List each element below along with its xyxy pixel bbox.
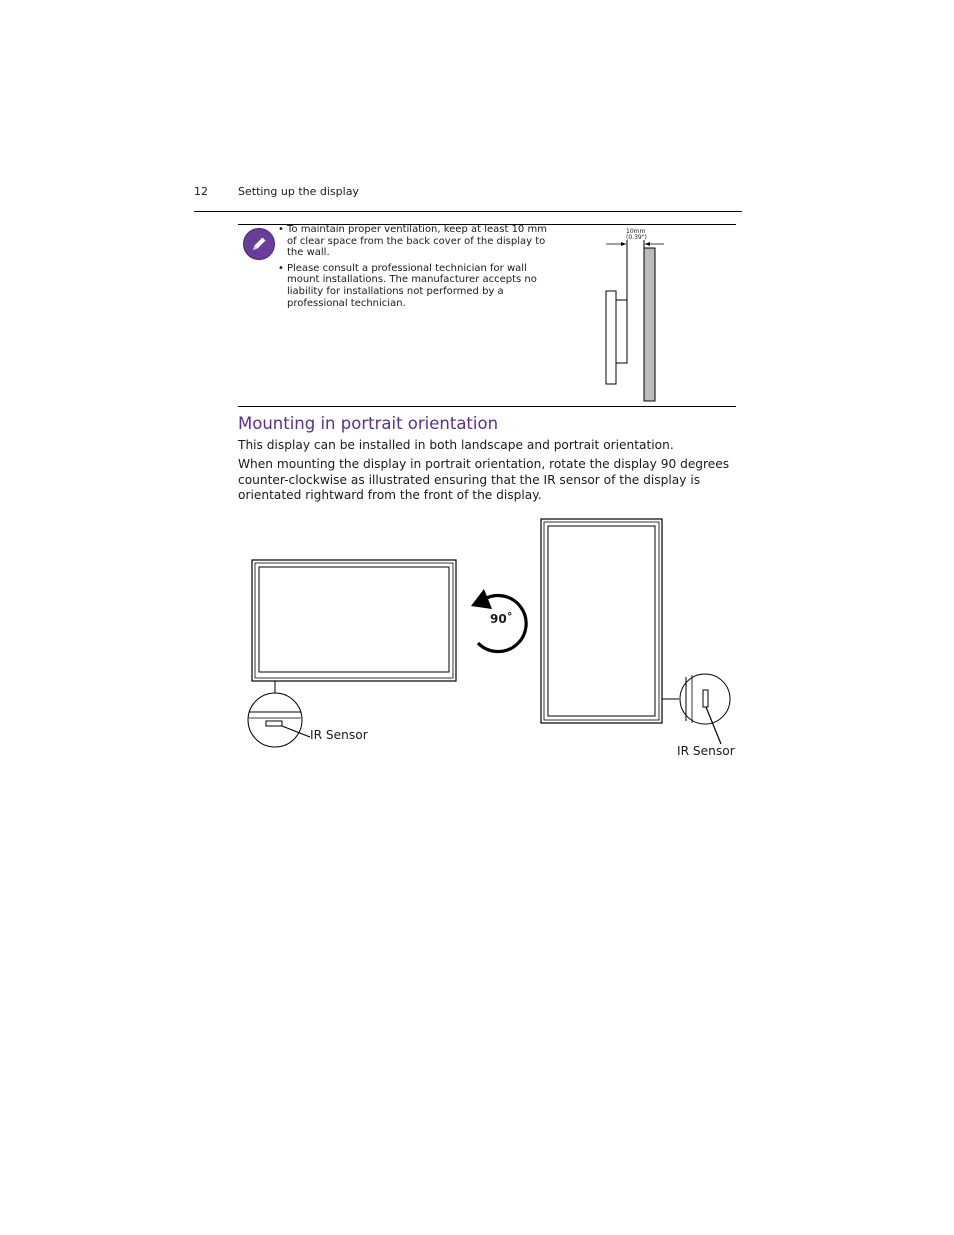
body-paragraph: This display can be installed in both landscape and portrait orientation. <box>238 438 674 452</box>
ir-sensor-label: IR Sensor <box>677 744 735 758</box>
page-number: 12 <box>194 185 208 198</box>
ir-sensor-label: IR Sensor <box>310 728 368 742</box>
body-paragraph: When mounting the display in portrait orientation, rotate the display 90 degrees counter-clockwise as illustrated ensuring that the IR sensor of the display is orientated rightward from the front of the display. <box>238 457 730 503</box>
section-title: Mounting in portrait orientation <box>238 414 499 433</box>
ir-sensor <box>266 721 282 726</box>
clearance-label: 10mm <box>626 228 646 235</box>
ir-sensor <box>703 690 708 707</box>
ir-sensor-magnifier-portrait <box>680 674 730 744</box>
ir-sensor-magnifier-landscape <box>248 693 310 747</box>
note-item: • Please consult a professional technician for wall mount installations. The manufacturer accepts no liability for installations not performed by a professional technician. <box>278 263 558 309</box>
portrait-display <box>541 519 679 723</box>
rotation-label: 90˚ <box>490 612 513 626</box>
clearance-label-inch: (0.39") <box>626 234 647 241</box>
note-item: • To maintain proper ventilation, keep at least 10 mm of clear space from the back cover of the display to the wall. <box>278 224 558 259</box>
landscape-display <box>252 560 456 700</box>
running-header: Setting up the display <box>238 185 359 198</box>
